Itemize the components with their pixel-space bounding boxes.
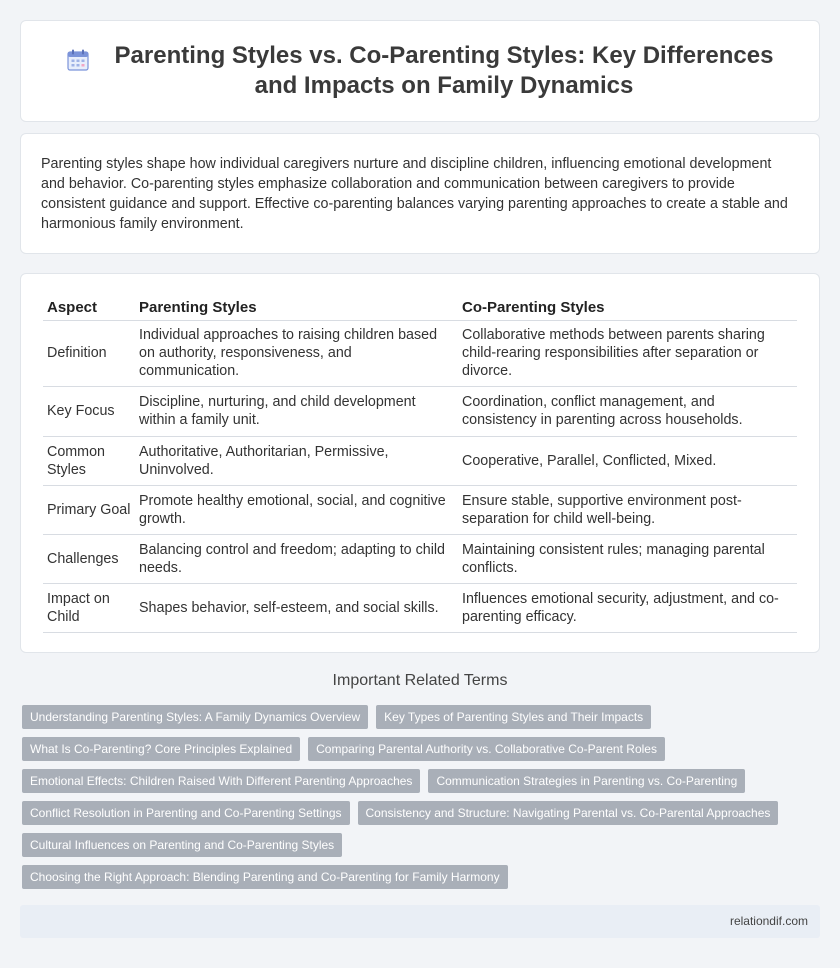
- related-term-tag[interactable]: Communication Strategies in Parenting vs. Co-Parenting: [428, 769, 745, 793]
- table-row: [43, 320, 797, 386]
- related-terms-heading: Important Related Terms: [332, 672, 508, 689]
- related-term-tag[interactable]: Conflict Resolution in Parenting and Co-Parenting Settings: [22, 801, 350, 825]
- header-aspect: Aspect: [43, 294, 135, 320]
- related-term-tag[interactable]: Comparing Parental Authority vs. Collaborative Co-Parent Roles: [308, 737, 665, 761]
- row-aspect: Primary Goal: [43, 485, 135, 534]
- header-co-parenting-styles: Co-Parenting Styles: [458, 294, 797, 320]
- row-co-parenting: Cooperative, Parallel, Conflicted, Mixed.: [458, 436, 797, 485]
- row-co-parenting: Influences emotional security, adjustment, and co-parenting efficacy.: [458, 583, 797, 632]
- comparison-table-card: [20, 273, 820, 653]
- row-aspect: Impact on Child: [43, 583, 135, 632]
- row-parenting: Balancing control and freedom; adapting to child needs.: [135, 534, 458, 583]
- footer: [20, 905, 820, 938]
- related-terms-list: [22, 705, 818, 897]
- table-row: [43, 386, 797, 436]
- table-row: [43, 583, 797, 632]
- table-header-row: [43, 294, 797, 320]
- header-card: [20, 20, 820, 122]
- table-row: [43, 436, 797, 485]
- row-parenting: Individual approaches to raising children based on authority, responsiveness, and communication.: [135, 320, 458, 386]
- related-term-tag[interactable]: Emotional Effects: Children Raised With Different Parenting Approaches: [22, 769, 420, 793]
- row-co-parenting: Ensure stable, supportive environment post-separation for child well-being.: [458, 485, 797, 534]
- row-co-parenting: Coordination, conflict management, and consistency in parenting across households.: [458, 386, 797, 436]
- row-parenting: Shapes behavior, self-esteem, and social skills.: [135, 583, 458, 632]
- row-aspect: Challenges: [43, 534, 135, 583]
- related-term-tag[interactable]: Choosing the Right Approach: Blending Parenting and Co-Parenting for Family Harmony: [22, 865, 508, 889]
- related-term-tag[interactable]: Cultural Influences on Parenting and Co-Parenting Styles: [22, 833, 342, 857]
- row-aspect: Definition: [43, 320, 135, 386]
- related-term-tag[interactable]: Key Types of Parenting Styles and Their Impacts: [376, 705, 651, 729]
- row-co-parenting: Maintaining consistent rules; managing parental conflicts.: [458, 534, 797, 583]
- page-title: Parenting Styles vs. Co-Parenting Styles: Key Differences and Impacts on Family Dynamics: [114, 42, 774, 99]
- intro-paragraph: Parenting styles shape how individual caregivers nurture and discipline children, influencing emotional development and behavior. Co-parenting styles emphasize collaboration and communication between caregivers to provide consistent guidance and support. Effective co-parenting balances varying parenting approaches to create a stable and harmonious family environment.: [41, 156, 788, 232]
- calendar-icon: [66, 48, 90, 72]
- related-term-tag[interactable]: Consistency and Structure: Navigating Parental vs. Co-Parental Approaches: [358, 801, 779, 825]
- intro-card: [20, 133, 820, 254]
- row-parenting: Authoritative, Authoritarian, Permissive, Uninvolved.: [135, 436, 458, 485]
- site-link[interactable]: relationdif.com: [729, 914, 808, 928]
- comparison-table: [43, 294, 797, 633]
- table-row: [43, 534, 797, 583]
- row-parenting: Discipline, nurturing, and child development within a family unit.: [135, 386, 458, 436]
- row-aspect: Common Styles: [43, 436, 135, 485]
- row-parenting: Promote healthy emotional, social, and cognitive growth.: [135, 485, 458, 534]
- row-aspect: Key Focus: [43, 386, 135, 436]
- table-row: [43, 485, 797, 534]
- header-parenting-styles: Parenting Styles: [135, 294, 458, 320]
- related-term-tag[interactable]: What Is Co-Parenting? Core Principles Explained: [22, 737, 300, 761]
- related-term-tag[interactable]: Understanding Parenting Styles: A Family Dynamics Overview: [22, 705, 368, 729]
- row-co-parenting: Collaborative methods between parents sharing child-rearing responsibilities after separation or divorce.: [458, 320, 797, 386]
